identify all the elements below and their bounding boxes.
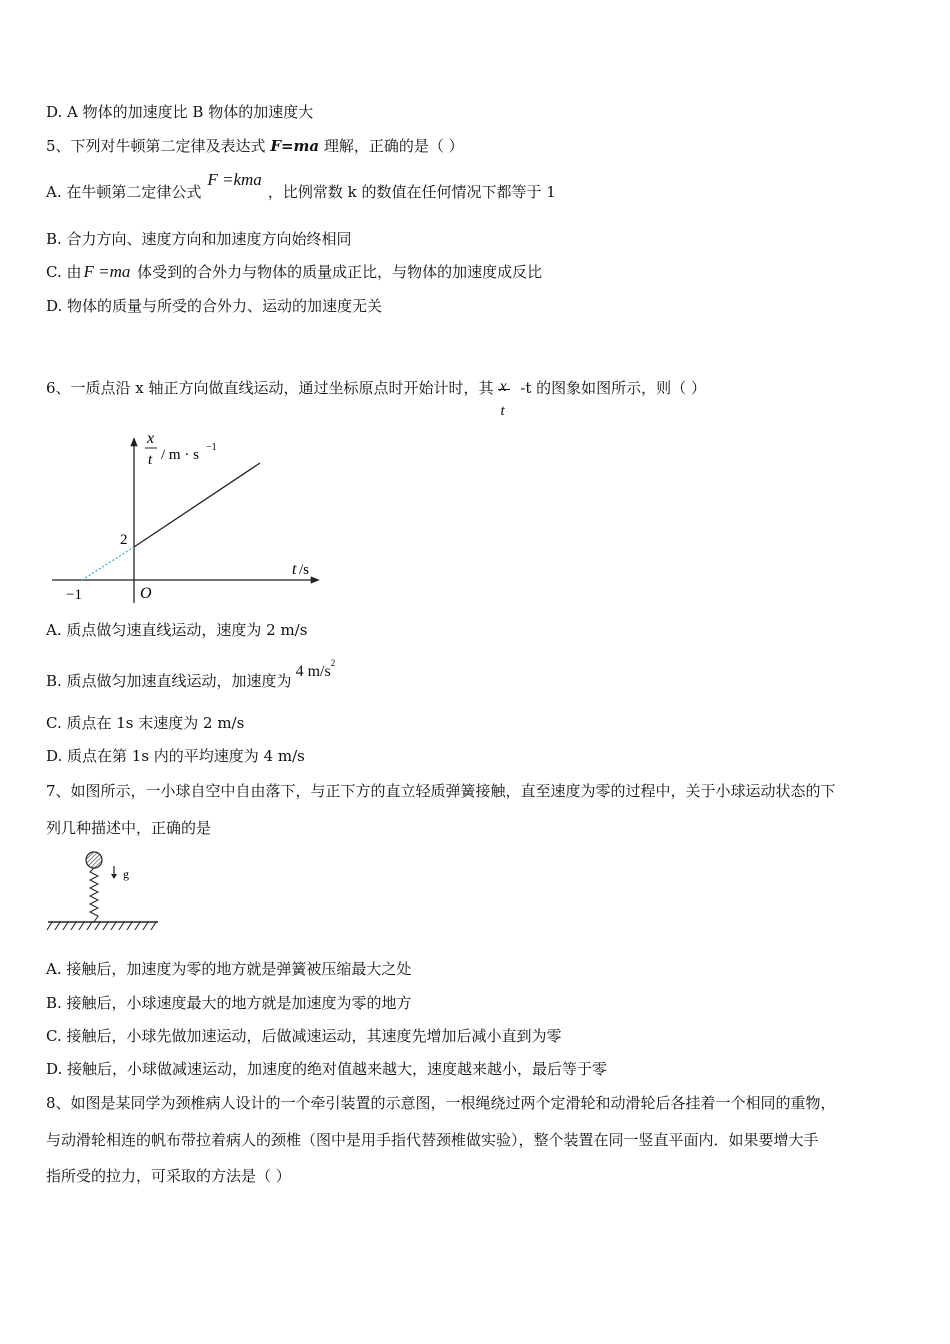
spring-icon [90, 868, 98, 922]
ground-hatch-icon [47, 922, 156, 930]
q6-stem-fraction [498, 369, 512, 419]
q5-stem-formula: F=ma [270, 137, 320, 155]
q6-option-b-exponent: 2 [330, 658, 336, 668]
q8-stem-line-3: 指所受的拉力，可采取的方法是（ ） [46, 1167, 291, 1185]
q6-stem-tail: -t 的图象如图所示，则（ ） [515, 379, 706, 397]
q5-option-b: B. 合力方向、速度方向和加速度方向始终相同 [46, 230, 352, 248]
q7-figure [44, 846, 169, 936]
q7-stem-line-2: 列几种描述中，正确的是 [46, 819, 212, 837]
q6-option-d: D. 质点在第 1s 内的平均速度为 4 m/s [46, 747, 305, 765]
q5-option-c-formula: F =ma [83, 262, 131, 281]
ball-icon [86, 852, 102, 868]
q6-option-a: A. 质点做匀速直线运动，速度为 2 m/s [46, 621, 308, 639]
q7-option-c: C. 接触后，小球先做加速运动，后做减速运动，其速度先增加后减小直到为零 [46, 1027, 562, 1045]
q7-option-b: B. 接触后，小球速度最大的地方就是加速度为零的地方 [46, 994, 412, 1012]
fraction-bar [498, 389, 510, 390]
q7-stem-line-1: 7、如图所示，一小球自空中自由落下，与正下方的直立轻质弹簧接触，直至速度为零的过程中，关于小球运动状态的下 [46, 782, 836, 800]
t-axis-label: t [292, 561, 297, 578]
q6-option-b-value: 4 m/s [295, 663, 331, 680]
q5-option-a-tail: ，比例常数 k 的数值在任何情况下都等于 1 [267, 183, 556, 201]
graph-extension-dotted [82, 547, 134, 580]
q5-option-c [46, 262, 542, 282]
q5-option-a-text: A. 在牛顿第二定律公式 [46, 183, 202, 201]
y-axis-unit-exponent: −1 [206, 442, 217, 453]
q6-option-c: C. 质点在 1s 末速度为 2 m/s [46, 714, 245, 732]
q5-stem [46, 136, 464, 156]
x-intercept-label: −1 [66, 587, 82, 603]
graph-line [134, 463, 260, 547]
gravity-label: g [123, 867, 129, 881]
origin-label: O [140, 585, 152, 602]
y-axis-unit: / m · s [161, 447, 199, 463]
q5-option-a-formula: F =kma [207, 170, 262, 189]
q6-option-b-text: B. 质点做匀加速直线运动，加速度为 [46, 672, 292, 690]
q6-option-b [46, 658, 336, 692]
q5-option-a [46, 170, 556, 202]
q7-option-a: A. 接触后，加速度为零的地方就是弹簧被压缩最大之处 [46, 960, 412, 978]
q5-option-c-text: C. 由 [46, 263, 82, 281]
q6-frac-denominator: t [500, 403, 505, 419]
y-intercept-label: 2 [120, 532, 128, 548]
q6-frac-numerator: x [499, 378, 507, 395]
q6-stem-text: 6、一质点沿 x 轴正方向做直线运动，通过坐标原点时开始计时，其 [46, 379, 494, 397]
q5-stem-text: 5、下列对牛顿第二定律及表达式 [46, 137, 271, 155]
q5-stem-tail: 理解，正确的是（ ） [319, 137, 464, 155]
q4-option-d: D. A 物体的加速度比 B 物体的加速度大 [46, 103, 314, 121]
q7-option-d: D. 接触后，小球做减速运动，加速度的绝对值越来越大，速度越来越小，最后等于零 [46, 1060, 608, 1078]
q6-stem [46, 368, 706, 419]
t-axis-unit: /s [299, 562, 310, 578]
q8-stem-line-1: 8、如图是某同学为颈椎病人设计的一个牵引装置的示意图，一根绳绕过两个定滑轮和动滑轮后各挂着一个相同的重物， [46, 1094, 836, 1112]
q6-graph [40, 425, 340, 610]
q8-stem-line-2: 与动滑轮相连的帆布带拉着病人的颈椎（图中是用手指代替颈椎做实验），整个装置在同一竖直平面内．如果要增大手 [46, 1131, 819, 1149]
y-axis-numerator: x [147, 430, 155, 447]
q5-option-d: D. 物体的质量与所受的合外力、运动的加速度无关 [46, 297, 383, 315]
q5-option-c-tail: 体受到的合外力与物体的质量成正比，与物体的加速度成反比 [132, 263, 543, 281]
gravity-arrowhead-icon [111, 874, 117, 879]
y-axis-denominator: t [148, 452, 153, 468]
